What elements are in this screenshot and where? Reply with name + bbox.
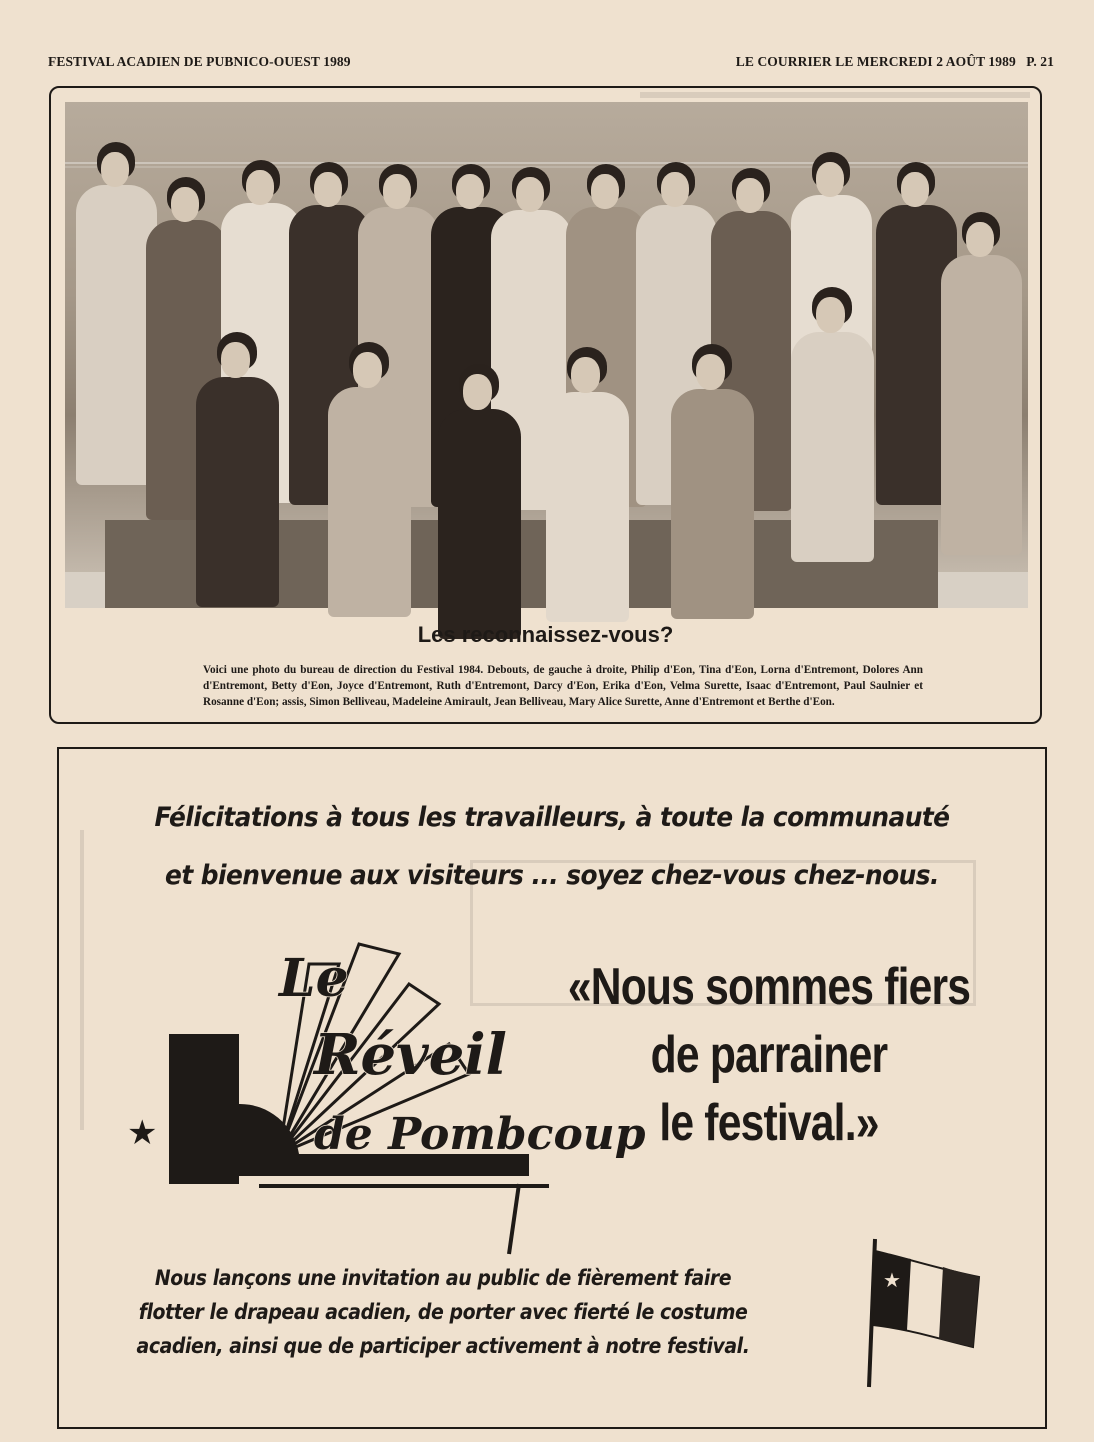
- invitation-line-2: flotter le drapeau acadien, de porter avec fierté le costume: [138, 1300, 748, 1324]
- group-photo: [65, 102, 1028, 608]
- ad-invitation: [101, 1261, 785, 1363]
- logo-star: ★: [127, 1115, 158, 1152]
- wall-trim: [65, 166, 1028, 168]
- ad-greeting: [98, 789, 1005, 905]
- photo-title: Les reconnaissez-vous?: [417, 622, 674, 647]
- greeting-line-1: Félicitations à tous les travailleurs, à toute la communauté: [154, 802, 950, 833]
- logo-text-le: Le: [279, 948, 349, 1009]
- flag-star: ★: [883, 1270, 901, 1292]
- page-header: [48, 54, 1054, 70]
- invitation-line-3: acadien, ainsi que de participer activement à notre festival.: [136, 1334, 750, 1358]
- header-section-title: FESTIVAL ACADIEN DE PUBNICO-OUEST 1989: [48, 54, 351, 69]
- reveil-de-pombcoup-logo: [109, 924, 646, 1234]
- greeting-line-2: et bienvenue aux visiteurs ... soyez chez-vous chez-nous.: [165, 860, 939, 891]
- photo-caption: Voici une photo du bureau de direction du Festival 1984. Debouts, de gauche à droite, Philip d'Eon, Tina d'Eon, Lorna d'Entremont, Dolores Ann d'Entremont, Betty d'Eon, Joyce d'Entremont, Ruth d'Entremont, Darcy d'Eon, Erika d'Eon, Velma Surette, Isaac d'Entremont, Paul Saulnier et Rosanne d'Eon; assis, Simon Belliveau, Madeleine Amirault, Jean Belliveau, Mary Alice Surette, Anne d'Entremont et Berthe d'Eon.: [203, 664, 923, 708]
- slogan-line-3: le festival.»: [659, 1094, 879, 1152]
- wall-trim: [65, 162, 1028, 164]
- logo-text-reveil: Réveil: [314, 1022, 507, 1088]
- invitation-line-1: Nous lançons une invitation au public de fièrement faire: [154, 1266, 732, 1290]
- photo-feature-box: [49, 86, 1042, 724]
- header-date-page: LE COURRIER LE MERCREDI 2 AOÛT 1989 P. 21: [735, 54, 1054, 69]
- slogan-line-2: de parrainer: [650, 1026, 888, 1084]
- acadian-flag-icon: [859, 1229, 989, 1389]
- sponsor-advertisement: [57, 747, 1047, 1429]
- slogan-line-1: «Nous sommes fiers: [567, 958, 971, 1016]
- ad-slogan: [556, 953, 982, 1157]
- logo-text-de-pombcoup: de Pombcoup: [314, 1109, 646, 1160]
